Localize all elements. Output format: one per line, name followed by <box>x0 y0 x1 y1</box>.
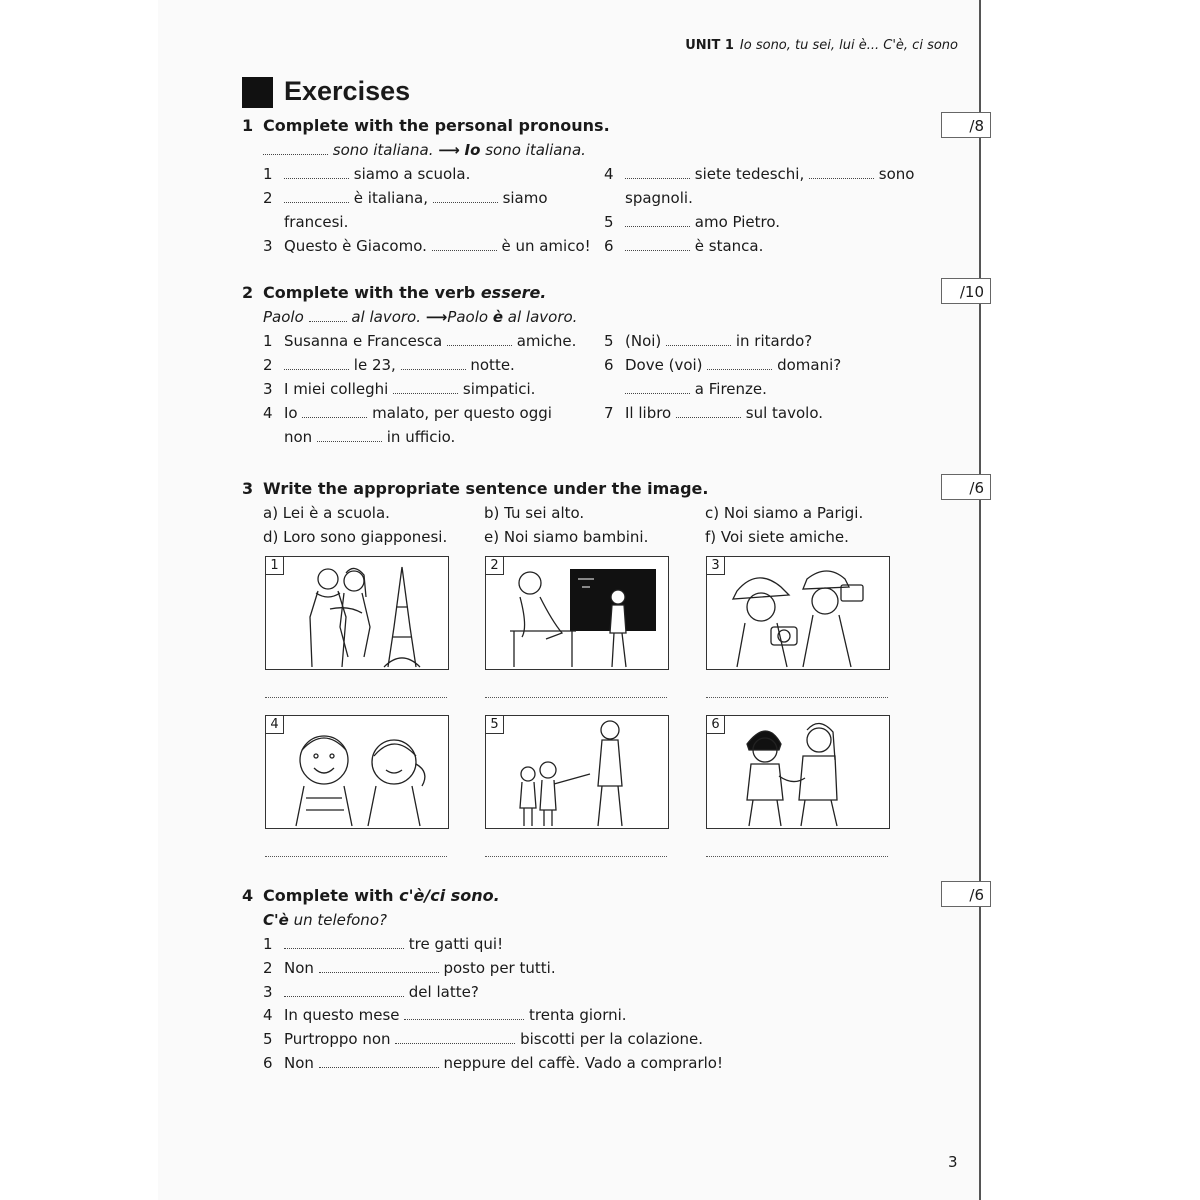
exercise-1-example: sono italiana. ⟶ Io sono italiana. <box>263 141 586 159</box>
answer-blank[interactable] <box>707 357 772 370</box>
exercise-4-example: C'è un telefono? <box>263 911 387 929</box>
margin-rule <box>979 0 981 1200</box>
exercise-1-item-5: 5 amo Pietro. <box>604 213 781 231</box>
answer-blank[interactable] <box>447 333 512 346</box>
exercise-2-item-5: 5 (Noi) in ritardo? <box>604 332 813 350</box>
unit-label: UNIT 1 <box>685 38 734 53</box>
answer-blank[interactable] <box>317 429 382 442</box>
answer-blank[interactable] <box>666 333 731 346</box>
exercise-2-item-7: 7 Il libro sul tavolo. <box>604 404 824 422</box>
option-e: e) Noi siamo bambini. <box>484 528 649 546</box>
answer-blank[interactable] <box>625 214 690 227</box>
exercise-2-item-6: 6 Dove (voi) domani? <box>604 356 842 374</box>
illustration-6: 6 <box>706 715 890 829</box>
answer-blank[interactable] <box>284 984 404 997</box>
exercise-4-item-6: 6 Non neppure del caffè. Vado a comprarlo! <box>263 1054 723 1072</box>
page-number: 3 <box>948 1153 958 1171</box>
exercise-1-item-1: 1 siamo a scuola. <box>263 165 471 183</box>
answer-blank[interactable] <box>432 238 497 251</box>
illustration-3: 3 <box>706 556 890 670</box>
exercise-4-heading: 4 Complete with c'è/ci sono. <box>242 886 500 905</box>
title-square-icon <box>242 77 273 108</box>
couple-paris-illustration <box>266 557 450 671</box>
answer-blank[interactable] <box>393 381 458 394</box>
answer-blank[interactable] <box>302 405 367 418</box>
exercise-2-heading: 2 Complete with the verb essere. <box>242 283 547 302</box>
arrow-right-icon: ⟶ <box>425 308 448 326</box>
arrow-right-icon: ⟶ <box>438 141 460 159</box>
option-c: c) Noi siamo a Parigi. <box>705 504 864 522</box>
answer-blank[interactable] <box>319 960 439 973</box>
exercise-1-item-4: 4 siete tedeschi, sono <box>604 165 915 183</box>
exercise-2-item-6-cont: a Firenze. <box>625 380 767 398</box>
answer-blank[interactable] <box>625 238 690 251</box>
exercise-1-heading: 1 Complete with the personal pronouns. <box>242 116 610 135</box>
exercise-1-item-4-cont: spagnoli. <box>625 189 693 207</box>
illustration-5: 5 <box>485 715 669 829</box>
exercise-2-item-1: 1 Susanna e Francesca amiche. <box>263 332 577 350</box>
tourists-cameras-illustration <box>707 557 891 671</box>
exercise-4-item-4: 4 In questo mese trenta giorni. <box>263 1006 627 1024</box>
answer-blank[interactable] <box>395 1031 515 1044</box>
exercise-4-item-1: 1 tre gatti qui! <box>263 935 504 953</box>
answer-line-1[interactable] <box>265 697 447 698</box>
exercise-2-example: Paolo al lavoro. ⟶Paolo è al lavoro. <box>263 308 578 326</box>
exercise-4-score: /6 <box>941 881 991 907</box>
option-f: f) Voi siete amiche. <box>705 528 849 546</box>
answer-blank[interactable] <box>625 381 690 394</box>
exercise-1-item-2-cont: francesi. <box>284 213 349 231</box>
running-header <box>685 38 958 53</box>
option-a: a) Lei è a scuola. <box>263 504 390 522</box>
exercise-2-item-3: 3 I miei colleghi simpatici. <box>263 380 536 398</box>
exercise-4-item-2: 2 Non posto per tutti. <box>263 959 556 977</box>
exercise-2-item-4: 4 Io malato, per questo oggi <box>263 404 552 422</box>
answer-blank[interactable] <box>676 405 741 418</box>
illustration-2: 2 <box>485 556 669 670</box>
answer-blank[interactable] <box>401 357 466 370</box>
answer-blank[interactable] <box>319 1055 439 1068</box>
answer-blank[interactable] <box>404 1007 524 1020</box>
page-title: Exercises <box>284 76 411 106</box>
exercise-1-item-3: 3 Questo è Giacomo. è un amico! <box>263 237 591 255</box>
answer-blank[interactable] <box>284 166 349 179</box>
answer-blank[interactable] <box>284 936 404 949</box>
answer-blank[interactable] <box>284 357 349 370</box>
illustration-4: 4 <box>265 715 449 829</box>
children-illustration <box>266 716 450 830</box>
two-women-illustration <box>707 716 891 830</box>
answer-line-5[interactable] <box>485 856 667 857</box>
exercise-1-item-2: 2 è italiana, siamo <box>263 189 548 207</box>
exercise-3-score: /6 <box>941 474 991 500</box>
exercise-1-item-6: 6 è stanca. <box>604 237 764 255</box>
option-b: b) Tu sei alto. <box>484 504 585 522</box>
answer-blank[interactable] <box>809 166 874 179</box>
answer-blank[interactable] <box>433 190 498 203</box>
exercise-4-item-5: 5 Purtroppo non biscotti per la colazione. <box>263 1030 704 1048</box>
answer-line-3[interactable] <box>706 697 888 698</box>
answer-line-4[interactable] <box>265 856 447 857</box>
answer-line-6[interactable] <box>706 856 888 857</box>
kids-tall-man-illustration <box>486 716 670 830</box>
illustration-1: 1 <box>265 556 449 670</box>
exercise-3-heading: 3 Write the appropriate sentence under the image. <box>242 479 709 498</box>
exercise-1-score: /8 <box>941 112 991 138</box>
unit-subtitle: Io sono, tu sei, lui è... C'è, ci sono <box>739 38 958 53</box>
exercise-2-score: /10 <box>941 278 991 304</box>
option-d: d) Loro sono giapponesi. <box>263 528 448 546</box>
answer-blank[interactable] <box>284 190 349 203</box>
classroom-illustration <box>486 557 670 671</box>
answer-blank[interactable] <box>625 166 690 179</box>
exercise-4-item-3: 3 del latte? <box>263 983 479 1001</box>
answer-line-2[interactable] <box>485 697 667 698</box>
exercise-2-item-2: 2 le 23, notte. <box>263 356 515 374</box>
exercise-2-item-4-cont: non in ufficio. <box>284 428 456 446</box>
